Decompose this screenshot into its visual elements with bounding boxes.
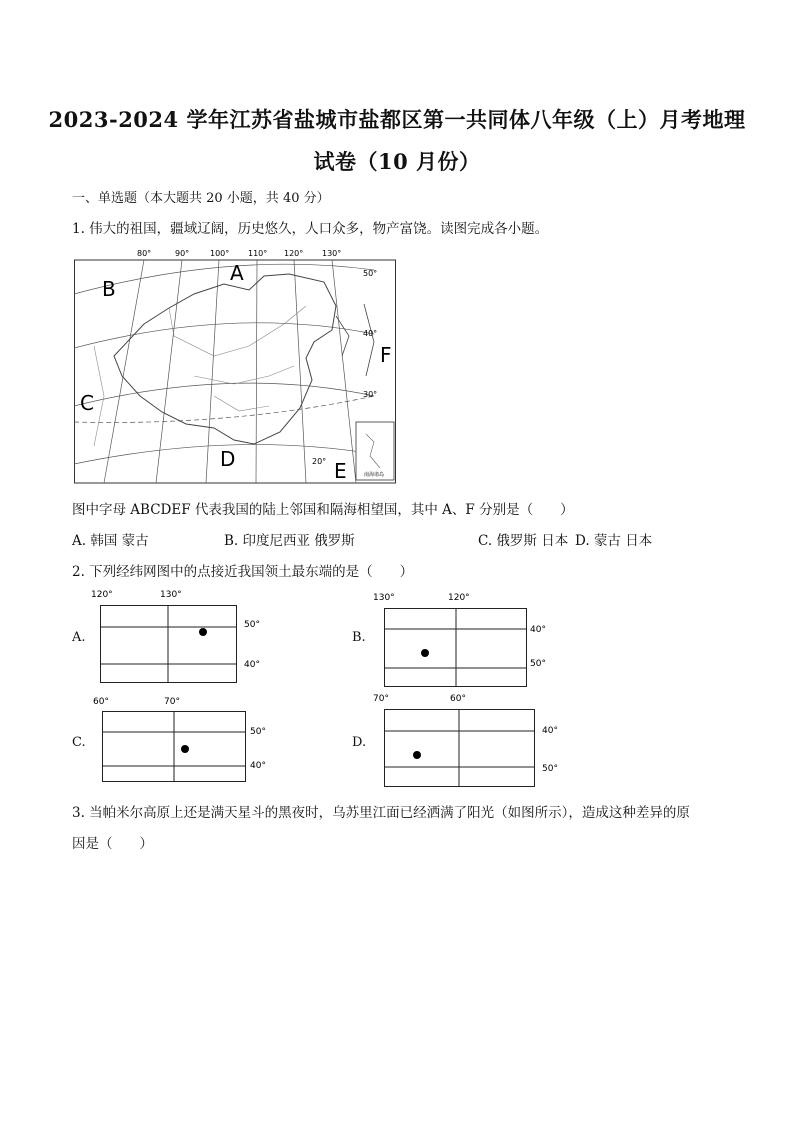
map-letter-d: D [220, 447, 236, 471]
map-inset-label: 南海诸岛 [364, 472, 385, 478]
map-lon-80: 80° [137, 249, 152, 258]
map-letter-b: B [102, 277, 116, 301]
grid-d-top-left: 70° [373, 694, 389, 704]
grid-c-point [181, 745, 189, 753]
question-3-stem-line2: 因是（ ） [72, 836, 153, 852]
grid-d [370, 691, 565, 791]
map-lon-120: 120° [284, 249, 304, 258]
grid-c-top-left: 60° [93, 697, 109, 707]
map-lon-90: 90° [175, 249, 190, 258]
question-3-stem-line1: 3. 当帕米尔高原上还是满天星斗的黑夜时，乌苏里江面已经洒满了阳光（如图所示），造成这种差异的原 [72, 805, 690, 821]
grid-c-label[interactable]: C. [72, 735, 86, 750]
grid-a-top-right: 130° [160, 590, 182, 600]
question-2-stem: 2. 下列经纬网图中的点接近我国领土最东端的是（ ） [72, 564, 414, 580]
paper-title-line2: 试卷（10 月份） [313, 149, 481, 174]
map-lon-130: 130° [322, 249, 342, 258]
grid-c-right-top: 50° [250, 727, 266, 737]
question-1-stem: 1. 伟大的祖国，疆域辽阔，历史悠久，人口众多，物产富饶。读图完成各小题。 [72, 221, 549, 237]
grid-c-right-bottom: 40° [250, 761, 266, 771]
option-b[interactable]: B. 印度尼西亚 俄罗斯 [224, 533, 355, 549]
paper-title-line1: 2023-2024 学年江苏省盐城市盐都区第一共同体八年级（上）月考地理 [48, 107, 746, 132]
grid-b-label[interactable]: B. [352, 630, 366, 645]
map-lat-50: 50° [363, 269, 378, 278]
map-letter-a: A [230, 261, 244, 285]
map-lat-30: 30° [363, 390, 378, 399]
map-letter-c: C [80, 391, 94, 415]
map-lon-110: 110° [248, 249, 268, 258]
grid-a-top-left: 120° [91, 590, 113, 600]
grid-a-right-top: 50° [244, 620, 260, 630]
grid-b-top-right: 120° [448, 593, 470, 603]
grid-b-right-top: 40° [530, 625, 546, 635]
section-heading: 一、单选题（本大题共 20 小题，共 40 分） [72, 191, 330, 206]
china-neighbors-map [74, 246, 396, 484]
map-letter-f: F [380, 343, 392, 367]
map-lat-40: 40° [363, 329, 378, 338]
grid-c-top-right: 70° [164, 697, 180, 707]
map-lat-20: 20° [312, 457, 327, 466]
map-letter-e: E [334, 459, 347, 483]
question-1-description: 图中字母 ABCDEF 代表我国的陆上邻国和隔海相望国，其中 A、F 分别是（ ） [72, 502, 574, 518]
grid-d-right-bottom: 50° [542, 764, 558, 774]
grid-a-right-bottom: 40° [244, 660, 260, 670]
option-a[interactable]: A. 韩国 蒙古 [72, 533, 149, 549]
grid-d-label[interactable]: D. [352, 735, 367, 750]
grid-d-point [413, 751, 421, 759]
grid-b [370, 589, 560, 689]
grid-c [90, 694, 285, 789]
option-d[interactable]: D. 蒙古 日本 [575, 533, 653, 549]
grid-b-point [421, 649, 429, 657]
grid-d-right-top: 40° [542, 726, 558, 736]
grid-a [88, 587, 278, 687]
option-c[interactable]: C. 俄罗斯 日本 [478, 533, 569, 549]
grid-a-point [199, 628, 207, 636]
grid-b-top-left: 130° [373, 593, 395, 603]
grid-d-top-right: 60° [450, 694, 466, 704]
grid-b-right-bottom: 50° [530, 659, 546, 669]
map-lon-100: 100° [210, 249, 230, 258]
grid-a-label[interactable]: A. [72, 630, 86, 645]
